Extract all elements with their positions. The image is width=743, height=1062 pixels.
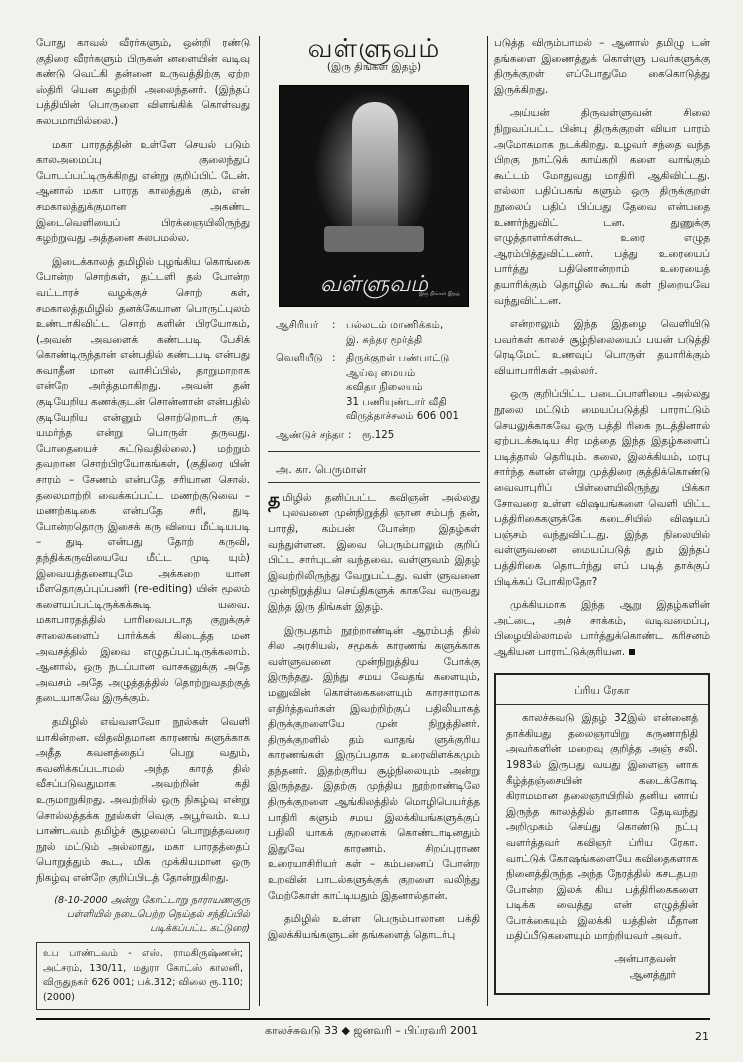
statue-figure: [352, 102, 398, 238]
letter-box: [494, 673, 710, 996]
source-note: (8-10-2000 அன்று கோட்டாறு நாராயணகுரு பள்ளியில் நடைபெற்ற நெய்தல் சந்திப்பில் படிக்கப்பட்ட கட்டுரை): [54, 895, 250, 935]
paragraph-text: முக்கியமாக இந்த ஆறு இதழ்களின் அட்டை, அச் சாக்கம், வடிவமைப்பு, பிழையில்லாமல் பார்த்துக்கொண்ட கரிசனம் ஆகியன பாராட்டுக்குரியன.: [494, 599, 710, 658]
paragraph: [268, 488, 480, 616]
page-footer: காலச்சுவடு 33 ◆ ஜனவரி – பிப்ரவரி 2001: [264, 1024, 479, 1037]
end-of-article-mark: [629, 649, 635, 655]
paragraph: இடைக்காலத் தமிழில் புழங்கிய கொங்கை போன்ற சொற்கள், தட்டளி தல் போன்ற வட்டாரச் வழக்குச் சொற் கள், சமகாலத்தமிழில் தனக்கேயான பொருட்புலம் உண்டாகிவிட்ட சொற் களின் பிரயோகம், (அவன் அவளைக் கண்டபடி பேசிக் கொண்டிருந்தான் என்பதில் கண்டபடி என்பது சுவாதீன மான வாசிப்பில், தாறுமாறாக என்றே அர்த்தமாகிறது. அவன் தன் குடியேறிய கணக்குடன் சொன்னான் என்பதில் குடியேறிய என்னும் சொற்றொடர் குடி யமர்ந்த என்று பொருள் தருவது. போதையைச் சுட்டுவதில்லை.) மற்றும் தவறான சொற்பிரயோகங்கள், (குதிரை யின் சாரம் – சேணம் என்பதே சரியான சொல். தலைமாற்றி வைக்கப்பட்ட மணற்குடுவை – மணற்கடிகை என்பதே சரி, துடி போன்றதொரு இசைக் கரு வியை மீட்டியபடி – துடி என்பது தோற் கருவி, தந்திக்கருவியையே மீட்ட முடி யும்) இவையத்தனையுமே அக்கறை யான மீளதொகுப்புப்பணி (re-editing) யின் மூலம் களையப்பட்டிருக்கக்கூடி யவை. மகாபாரதத்தில் பாரிவைபடாத குறுக்குச் சாலைகளைப் பார்க்கக் கிடைத்த மன அவசத்தில் இவை எழுதப்பட்டிருக்கலாம். ஆனால், ஒரு நடப்பான வாசகனுக்கு அதே அவசம் அதே அழுத்தத்தில் தொற்றுவதற்குத் தடையாகவே இருக்கும்.: [36, 255, 250, 705]
meta-row-subscription: [276, 429, 480, 444]
meta-sep: :: [332, 320, 336, 332]
divider: [496, 704, 708, 705]
left-column: [36, 36, 250, 1010]
meta-value: ரூ.125: [361, 429, 395, 441]
meta-value: திருக்குறள் பண்பாட்டு ஆய்வு மையம் கவிதா நிலையம் 31 பணியுண்டார் வீதி விருத்தாச்சலம் 606 001: [346, 353, 459, 423]
paragraph: மகா பாரதத்தின் உள்ளே செயல் படும் காலஅமைப்பு குலைந்துப் போடப்பட்டிருக்கிறது என்று குறிப்பிட் டேன். ஆனால் மகா பாரத காலத்துக் கும், என் சமகாலத்துக்குமான அகண்ட இடைவெளியைப் பிரக்ஞையிலிருந்து கழற்றுவது அத்தனை சுலபமல்ல.: [36, 138, 250, 245]
meta-row-editor: [276, 319, 480, 348]
meta-key: ஆண்டுச் சந்தா: [276, 429, 344, 441]
paragraph: போது காவல் வீரர்களும், ஒன்றி ரண்டு குதிரை வீரர்களும் பிருகன் னளையின் வடிவு கண்டு வெட்கி தன்னை உருவத்திற்கு ஏற்ற ஸ்திரி யென கழற்றி அலைந்தனர். (இந்தப் பத்தியின் பொருளை விளங்கிக் கொள்வது சுலபமாயில்லை.): [36, 37, 250, 127]
meta-sep: :: [347, 429, 352, 441]
publication-details: [276, 319, 480, 443]
letter-signature: [506, 951, 698, 983]
paragraph: ஒரு குறிப்பிட்ட படைப்பாளியை அல்லது நூலை மட்டும் மையப்படுத்தி பாராட்டும் செயலுக்காகவே ஒரு பத்தி ரிகை நடத்தினால் ஏற்படக்கூடிய சிர மத்தை இந்த இதழ்களைப் படித்தால் தெரியும். கலை, இலக்கியம், மரபு சார்ந்த களன் என்று முத்திரை குத்திக்கொண்டு வைவாபுரிப் பிள்ளையிலிருந்து பிக்கா சோவரை உள்ள விஷயங்களை வெளி யிட்ட பத்திரிகைகளுக்கே கடைசியில் விஷயப் பஞ்சம் வந்துவிட்டது. இந்த நிலையில் வள்ளுவனை மையப்படுத் தும் இந்தப் பத்திரிகை தொடர்ந்து எப் படித் தாக்குப் பிடிக்கப் போகிறதோ?: [494, 388, 710, 588]
book-reference-box: உப பாண்டவம் - எஸ். ராமகிருஷ்ணன்; அட்சரம், 130/11, மதுரா கோட்ஸ் காலனி, விருதுநகர் 626 001; பக்.312; விலை ரூ.110; (2000): [36, 942, 250, 1010]
meta-key: வெளியீடு: [276, 353, 323, 365]
meta-key: ஆசிரியர்: [276, 320, 319, 332]
statue-base: [324, 226, 424, 252]
paragraph: படுத்த விரும்பாமல் – ஆனால் தமிழு டன் தங்களை இணைத்துக் கொள்ளு பவர்களுக்கு திருக்குறள் எப்போதுமே கைகொடுத்து இருக்கிறது.: [494, 37, 710, 96]
paragraph: தமிழில் எவ்வளவோ நூல்கள் வெளி யாகின்றன. விதவிதமான காரணங் களுக்காக அதீத கவனத்தைப் பெறு வதும், கவனிக்கப்படாமல் அந்த காரத் தில் வீசப்படுவதுமாக அவற்றின் கதி உருமாறுகிறது. அவற்றில் ஒரு நிகழ்வு என்று சொல்லத்தக்க நூல்கள் வெகு அபூர்வம். உப பாண்டவம் தமிழ்ச் சூழலைப் பொறுத்தவரை நூல் மட்டும் அல்லாது, மகா பாரதத்தைப் பொறுத்தும் கூட, மிக முக்கியமான ஒரு நிகழ்வு என்றே குறிப்பிடத் தோன்றுகிறது.: [36, 715, 250, 884]
paragraph: என்றாலும் இந்த இதழை வெளியிடு பவர்கள் காலச் சூழ்நிலையைப் பயன் படுத்தி ரெடிமேட் உணவுப் பொருள் தயாரிக்கும் வியாபாரிகள் அல்லர்.: [494, 318, 710, 377]
page-number: 21: [695, 1030, 709, 1043]
column-divider-right: [487, 36, 488, 1006]
review-title: வள்ளுவம்: [307, 34, 441, 64]
divider: [268, 482, 480, 483]
cover-caption: இரு திங்கள் இதழ்: [418, 290, 460, 297]
divider: [268, 451, 480, 452]
paragraph: தமிழில் உள்ள பெரும்பாலான பக்தி இலக்கியங்களுடன் தங்களைத் தொடர்பு: [268, 913, 480, 941]
letter-paragraph: காலச்சுவடு இதழ் 32இல் என்னைத் தாக்கியது தலைஞாயிறு கருணாநிதி அவர்களின் மறைவு குறித்த அஞ் சலி. 1983ல் இருபது வயது இளைஞ னாக கீழ்த்தஞ்சையின் கடைக்கோடி கிராமமான தலைஞாயிறில் தனிய னாய் இருந்த காலத்தில் தானாக தேடிவந்து அறிமுகம் செய்து கொண்டு நட்பு வளர்த்தவர் கவிஞர் ப்ரிய ரேகா. வாட்டுக் கோஷங்களையே கவிதைகளாக நினைத்திருந்த அந்த நேரத்தில் கசடதபற போன்ற இலக் கிய பத்திரிகைகளை படிக்க வைத்து என் எழுத்தின் போக்கையும் இலக்கி யத்தின் மீதான மதிப்பீடுகளையும் மாற்றியவர் அவர்.: [506, 712, 698, 943]
review-author: அ. கா. பெருமாள்: [276, 463, 367, 477]
right-column: [494, 36, 710, 995]
paragraph: [494, 598, 710, 660]
letter-title: ப்ரிய ரேகா: [574, 683, 630, 697]
paragraph: இருபதாம் நூற்றாண்டின் ஆரம்பத் தில் சில அரசியல், சமூகக் காரணங் களுக்காக வள்ளுவனை முன்நிறுத்திய போக்கு இருந்தது. இந்து சமய வேதங் களையும், மனுவின் கொள்கைகளையும் காரசாரமாக எதிர்த்தவர்கள் இவற்றிற்குப் பதிலியாகத் திருக்குறளையே முன் நிறுத்தினர். திருக்குறளில் தம் வாதங் ளுக்குரிய காரணங்கள் இருப்பதாக உரைவிளக்கமும் தந்தனர். இதற்குரிய சூழ்நிலையும் அன்று இருந்தது. இதற்கு முந்திய நூற்றாண்டிலே திருக்குறளை ஆங்கிலத்தில் மொழிபெயர்த்த பாதிரி களும் சமய இலக்கியங்களுக்குப் பதிலி யாகக் குறளைக் கொண்டாடினதும் இதுவே காரணம். சிறப்புராண உரையாசிரியர் கள் – கம்பனைப் போன்ற உறவின் பாடல்களுக்குக் குறளை வலிந்து மேற்கோள் காட்டியதும் இதனால்தான்.: [268, 624, 480, 902]
middle-column: [268, 36, 480, 951]
column-divider-left: [259, 36, 260, 1006]
paragraph: அய்யன் திருவள்ளுவன் சிலை நிறுவப்பட்ட பின்பு திருக்குறள் வியா பாரம் அமோகமாக நடக்கிறது. உழவர் சந்தை வந்த பிறகு நாட்டுக் காய்கறி களை வாங்கும் கூட்டம் மோதுவது மாதிரி ஆகிவிட்டது. எல்லா பதிப்பகங் களும் ஒரு திருக்குறள் நூலைப் பதிப் பிப்பது தேவை என்பதை உணர்ந்துவிட் டன. துணுக்கு எழுத்தாளர்கள்கூட உரை எழுத ஆரம்பித்துவிட்டனர். பத்து உரையைப் பார்த்து பதினொன்றாம் உரையைத் தயாரிக்கும் தொழில் கூடங் கள் நிறையவே வந்துவிட்டன.: [494, 107, 710, 307]
review-subtitle: (இரு திங்கள் இதழ்): [326, 60, 422, 73]
cover-wordmark: வள்ளுவம்: [319, 271, 429, 297]
cover-image: [279, 85, 469, 307]
meta-value: பல்லடம் மாணிக்கம், இ. சுந்தர மூர்த்தி: [346, 320, 444, 346]
meta-row-publisher: [276, 352, 480, 425]
drop-cap: த: [268, 488, 281, 511]
footer-rule: [36, 1018, 710, 1020]
signature-name: அன்பாதவன்: [614, 953, 676, 966]
paragraph-text: மிழில் தனிப்பட்ட கவிஞன் அல்லது புலவனை முன்நிறுத்தி ஞான சம்பந் தன், பாரதி, கம்பன் போன்ற இதழ்கள் வந்துள்ளன. இவை பெரும்பாலும் குறிப் பிட்ட சார்புடன் வந்தவை. வள்ளுவம் இதழ் இவற்றிலிருந்து வேறுபட்டது. வள் ளுவனை முன்நிறுத்திய செய்திகளுக் காகவே வருவது இந்த இரு திங்கள் இதழ்.: [268, 491, 480, 613]
signature-place: ஆனத்தூர்: [629, 969, 676, 982]
meta-sep: :: [332, 353, 336, 365]
